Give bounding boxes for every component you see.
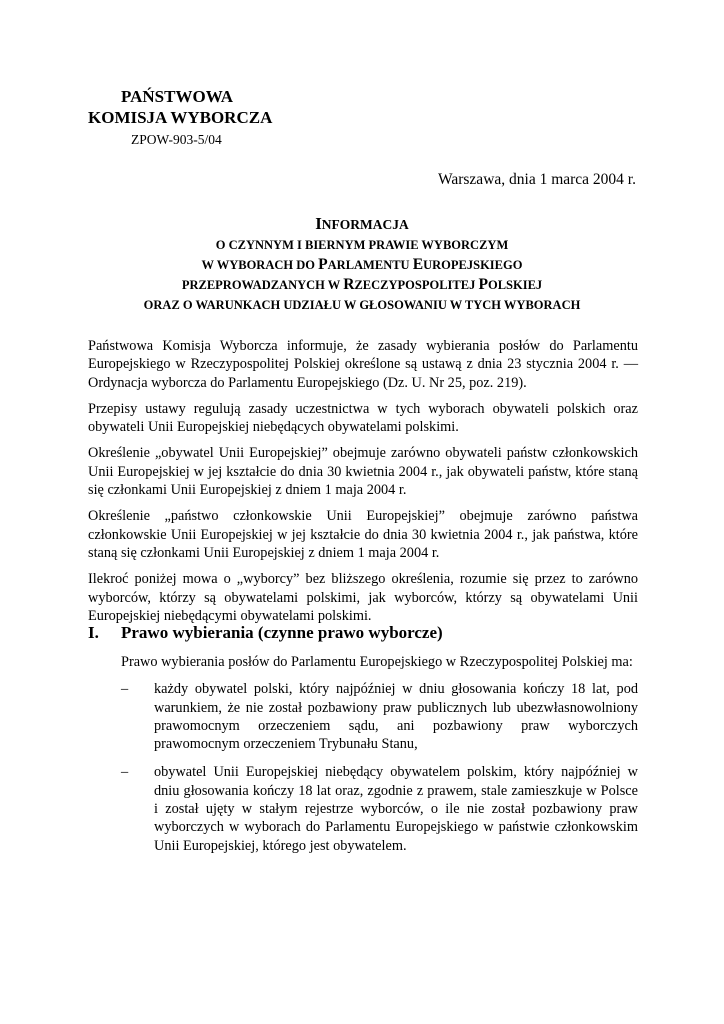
paragraph: Określenie „państwo członkowskie Unii Europejskiej” obejmuje zarówno państwa członkowskie Unii Europejskiej w jej kształcie do dnia 30 kwietnia 2004 r., jak państwa, które staną się członkami Unii Europejskiej z dniem 1 maja 2004 r. (88, 508, 638, 561)
title-text: INFORMACJA (315, 214, 409, 233)
paragraph: Określenie „obywatel Unii Europejskiej” obejmuje zarówno obywateli państw członkowskich Unii Europejskiej w jej kształcie do dnia 30 kwietnia 2004 r., jak obywateli państw, które staną się członkami Unii Europejskiej z dniem 1 maja 2004 r. (88, 445, 638, 499)
issuing-authority (88, 86, 272, 128)
document-title (88, 214, 636, 315)
list-item-text: obywatel Unii Europejskiej niebędący obywatelem polskim, który najpóźniej w dniu głosowania kończy 18 lat oraz, zgodnie z prawem, stale zamieszkuje w Polsce i został ujęty w stałym rejestrze wyborców, o ile nie został pozbawiony praw wyborczych w wyborach do Parlamentu Europejskiego w państwie członkowskim Unii Europejskiej, którego jest obywatelem. (154, 764, 638, 854)
title-line (88, 214, 636, 235)
title-text: PRZEPROWADZANYCH W RZECZYPOSPOLITEJ POLSKIEJ (181, 276, 543, 293)
reference-number: ZPOW-903-5/04 (131, 132, 222, 147)
list-item-text: każdy obywatel polski, który najpóźniej w dniu głosowania kończy 18 lat, pod warunkiem, że nie został pozbawiony praw publicznych lub ubezwłasnowolniony prawomocnym orzeczeniem sądu, ani pozbawiony praw wyborczych prawomocnym orzeczeniem Trybunału Stanu, (154, 681, 638, 753)
list-item (121, 763, 638, 854)
section-title: Prawo wybierania (czynne prawo wyborcze) (121, 623, 443, 642)
paragraph: Ilekroć poniżej mowa o „wyborcy” bez bliższego określenia, rozumie się przez to zarówno wyborców, którzy są obywatelami polskimi, jak wyborców, którzy są obywatelami Unii Europejskiej niebędącymi obywatelami polskimi. (88, 571, 638, 624)
paragraph: Państwowa Komisja Wyborcza informuje, że zasady wybierania posłów do Parlamentu Europejskiego w Rzeczypospolitej Polskiej określone są ustawą z dnia 23 stycznia 2004 r. — Ordynacja wyborcza do Parlamentu Europejskiego (Dz. U. Nr 25, poz. 219). (88, 338, 638, 391)
document-date: Warszawa, dnia 1 marca 2004 r. (437, 171, 636, 188)
list-item (121, 680, 638, 753)
dash-marker: – (121, 764, 129, 781)
section-body (121, 653, 638, 865)
paragraph: Przepisy ustawy regulują zasady uczestnictwa w tych wyborach obywateli polskich oraz obywateli Unii Europejskiej niebędących obywatelami polskimi. (88, 400, 638, 436)
title-line (88, 235, 636, 255)
section-lead: Prawo wybierania posłów do Parlamentu Europejskiego w Rzeczypospolitej Polskiej ma: (121, 654, 633, 670)
section-heading (88, 623, 443, 643)
title-line (88, 255, 636, 275)
authority-line-1: PAŃSTWOWA (121, 87, 234, 106)
title-text: O CZYNNYM I BIERNYM PRAWIE WYBORCZYM (215, 238, 509, 252)
dash-marker: – (121, 681, 129, 698)
authority-line-2: KOMISJA WYBORCZA (88, 108, 273, 127)
title-line (88, 295, 636, 315)
title-line (88, 275, 636, 295)
section-number: I. (88, 623, 99, 642)
title-text: ORAZ O WARUNKACH UDZIAŁU W GŁOSOWANIU W TYCH WYBORACH (143, 298, 581, 312)
title-text: W WYBORACH DO PARLAMENTU EUROPEJSKIEGO (201, 256, 523, 273)
intro-text (88, 337, 638, 633)
